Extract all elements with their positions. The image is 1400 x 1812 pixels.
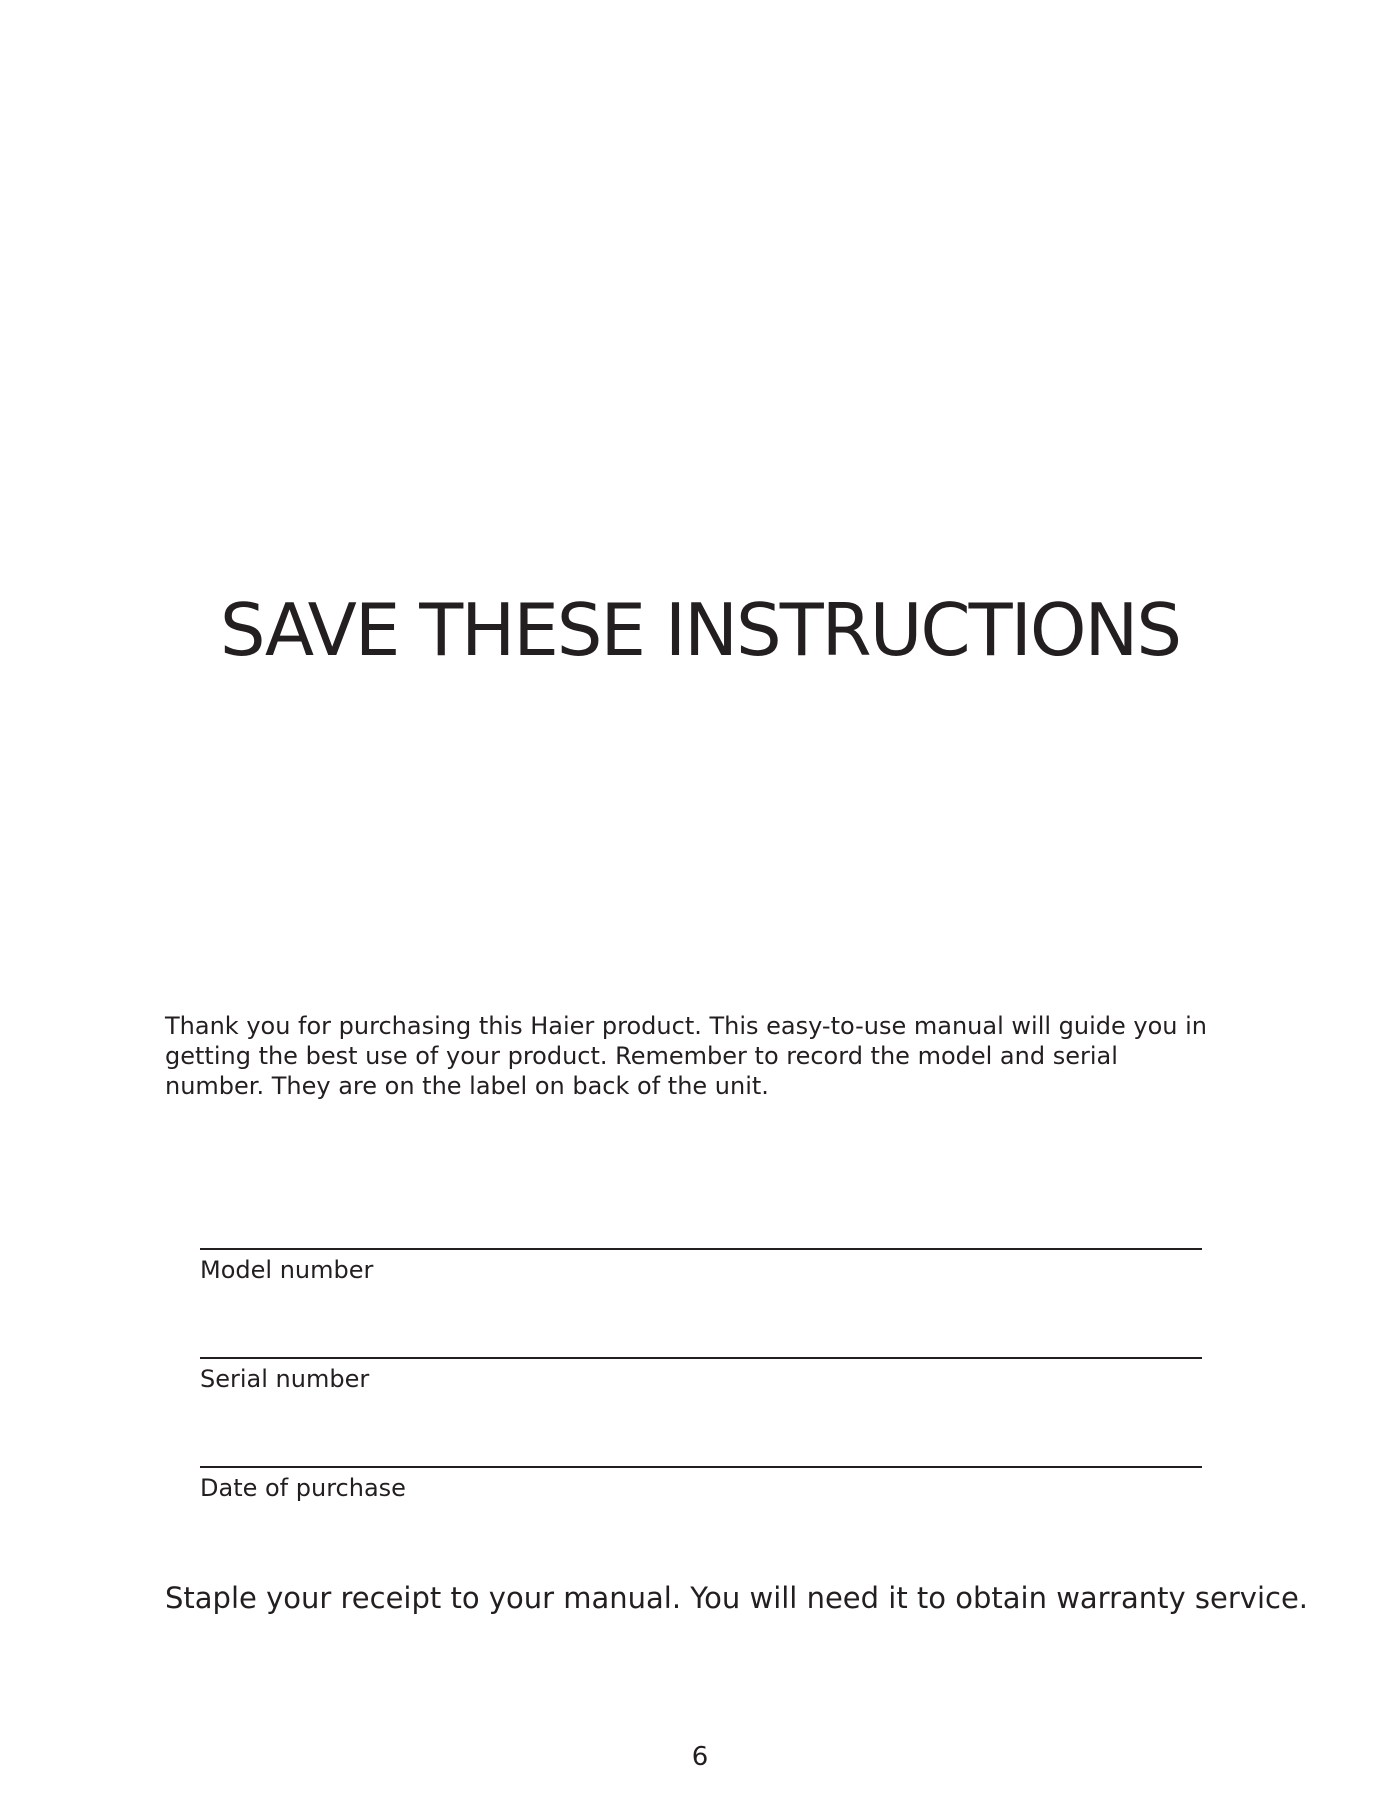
model-number-field: [200, 1248, 1202, 1286]
serial-number-line: [200, 1357, 1202, 1359]
page-title: SAVE THESE INSTRUCTIONS: [219, 588, 1181, 672]
intro-paragraph: Thank you for purchasing this Haier product. This easy-to-use manual will guide you in getting the best use of your product. Remember to record the model and serial number. They are on the label on back of the unit.: [165, 1012, 1208, 1100]
date-of-purchase-field: [200, 1466, 1202, 1504]
page-number: 6: [691, 1742, 709, 1772]
date-of-purchase-line: [200, 1466, 1202, 1468]
serial-number-field: [200, 1357, 1202, 1395]
model-number-label: Model number: [200, 1256, 374, 1284]
staple-receipt-note: Staple your receipt to your manual. You will need it to obtain warranty service.: [165, 1581, 1309, 1615]
model-number-line: [200, 1248, 1202, 1250]
serial-number-label: Serial number: [200, 1365, 370, 1393]
date-of-purchase-label: Date of purchase: [200, 1474, 406, 1502]
